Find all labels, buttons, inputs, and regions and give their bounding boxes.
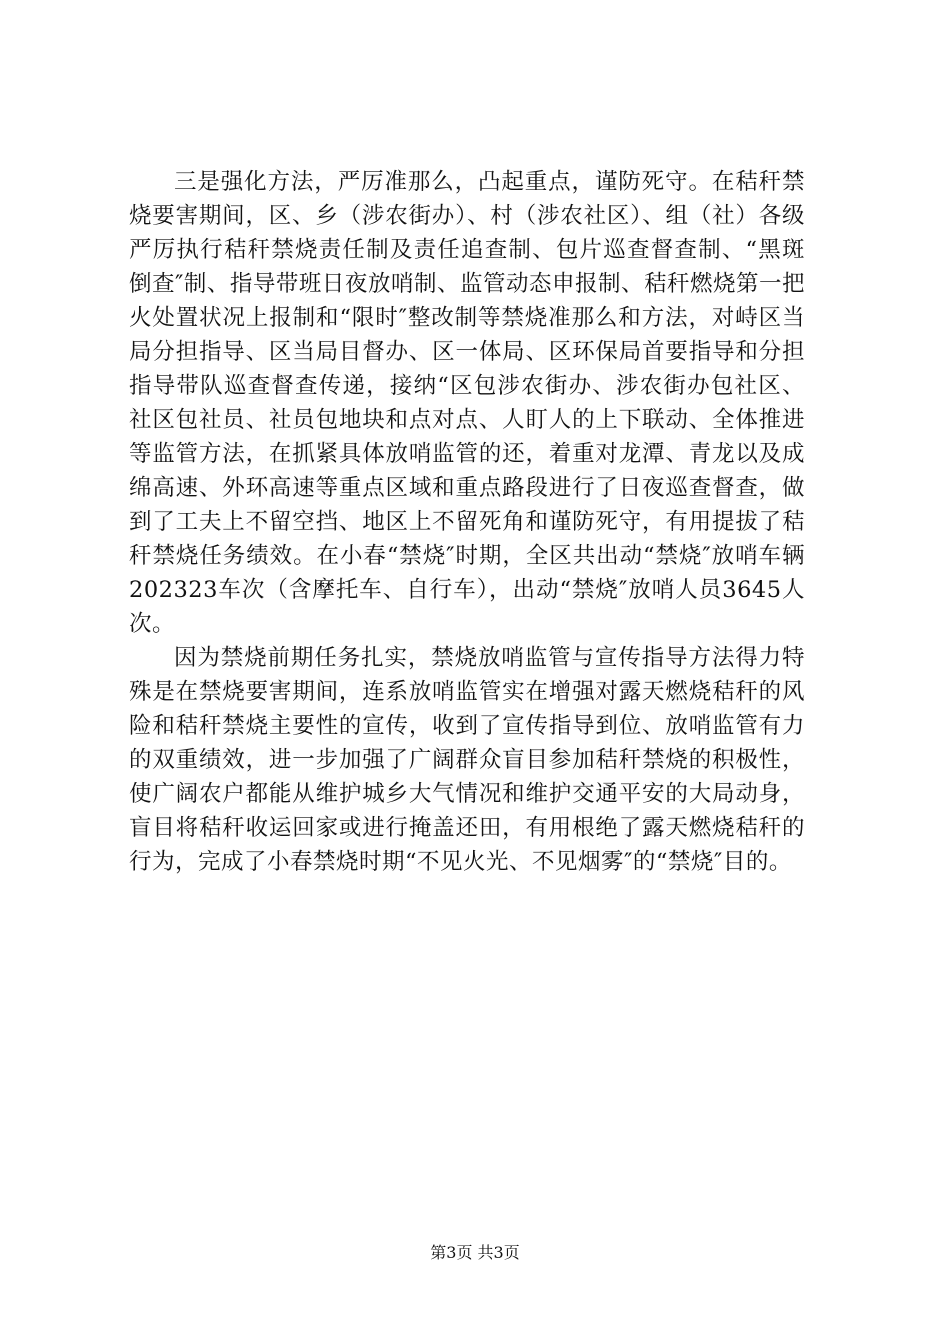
document-body [129,165,805,879]
paragraph-1: 三是强化方法，严厉准那么，凸起重点，谨防死守。在秸秆禁烧要害期间，区、乡（涉农街办）、村（涉农社区）、组（社）各级严厉执行秸秆禁烧责任制及责任追查制、包片巡查督查制、“黑斑倒查″制、指导带班日夜放哨制、监管动态申报制、秸秆燃烧第一把火处置状况上报制和“限时″整改制等禁烧准那么和方法，对峙区当局分担指导、区当局目督办、区一体局、区环保局首要指导和分担指导带队巡查督查传递，接纳“区包涉农街办、涉农街办包社区、社区包社员、社员包地块和点对点、人盯人的上下联动、全体推进等监管方法，在抓紧具体放哨监管的还，着重对龙潭、青龙以及成绵高速、外环高速等重点区域和重点路段进行了日夜巡查督查，做到了工夫上不留空挡、地区上不留死角和谨防死守，有用提拔了秸秆禁烧任务绩效。在小春“禁烧″时期，全区共出动“禁烧″放哨车辆202323车次（含摩托车、自行车），出动“禁烧″放哨人员3645人次。 [129,169,805,637]
page-footer: 第3页 共3页 [430,1243,520,1262]
paragraph-2: 因为禁烧前期任务扎实，禁烧放哨监管与宣传指导方法得力特殊是在禁烧要害期间，连系放哨监管实在增强对露天燃烧秸秆的风险和秸秆禁烧主要性的宣传，收到了宣传指导到位、放哨监管有力的双重绩效，进一步加强了广阔群众盲目参加秸秆禁烧的积极性，使广阔农户都能从维护城乡大气情况和维护交通平安的大局动身，盲目将秸秆收运回家或进行掩盖还田，有用根绝了露天燃烧秸秆的行为，完成了小春禁烧时期“不见火光、不见烟雾″的“禁烧″目的。 [129,645,805,875]
